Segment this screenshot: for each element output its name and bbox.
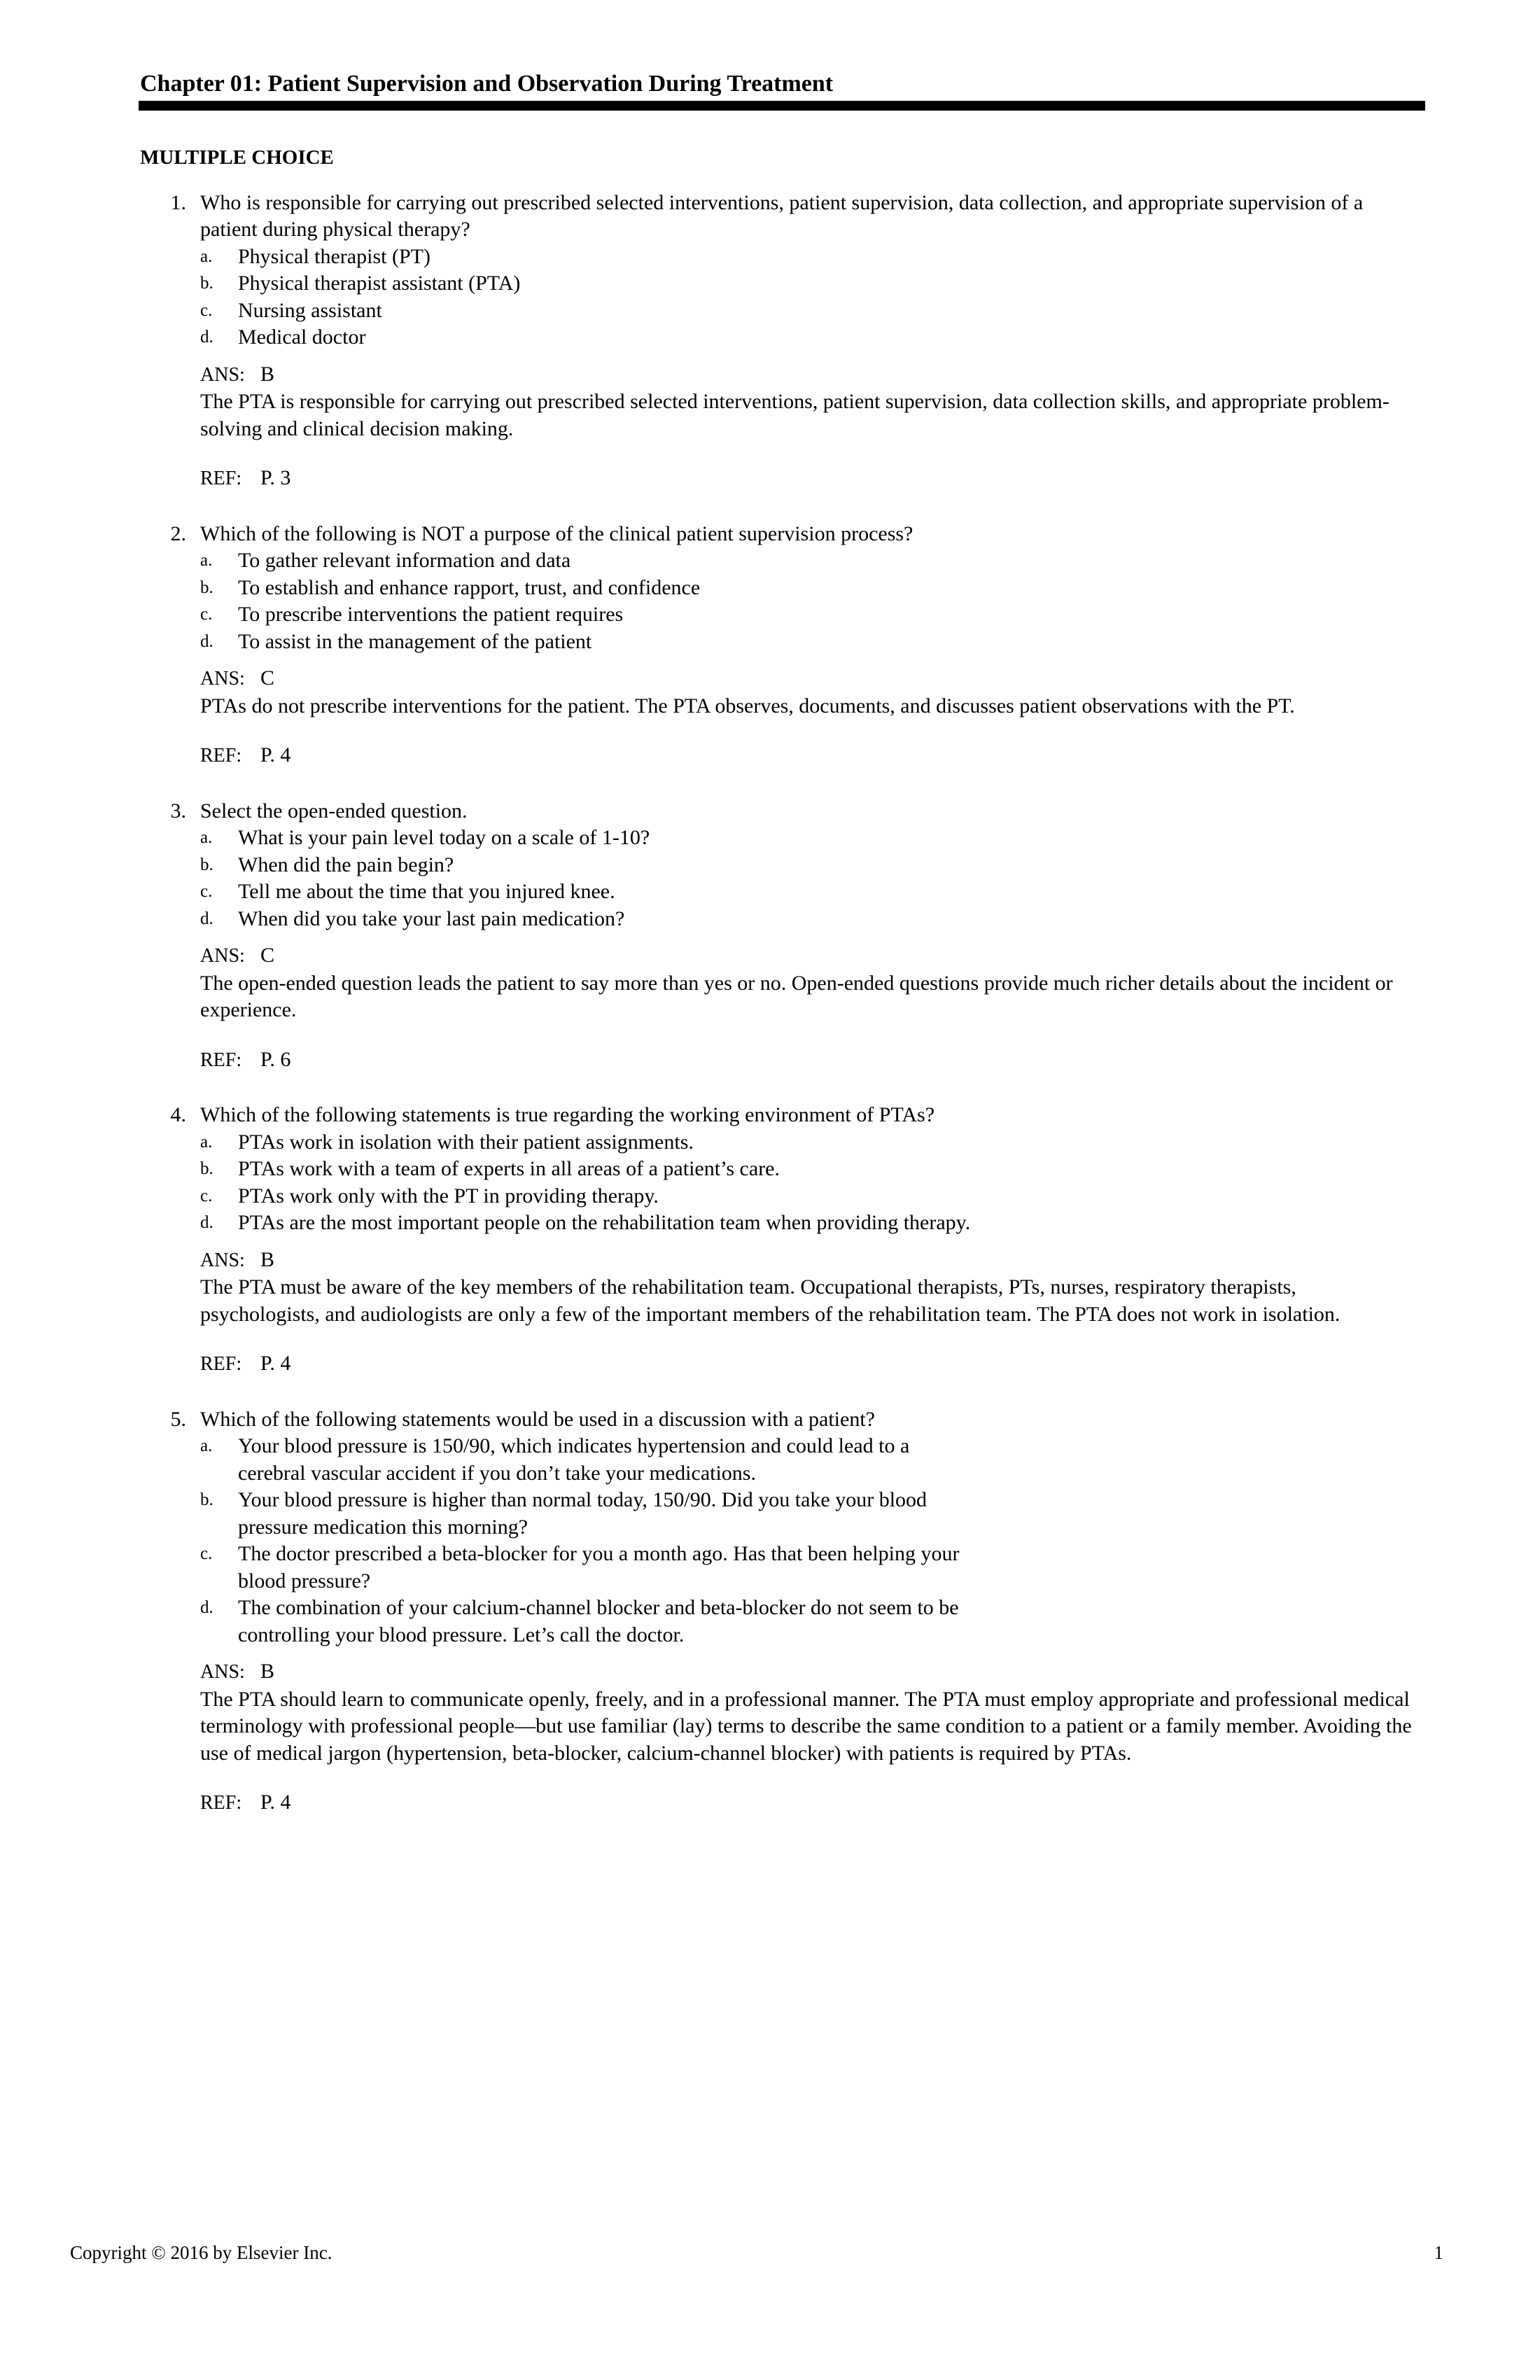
option-text: Medical doctor (238, 326, 366, 349)
question-text: Who is responsible for carrying out prescribed selected interventions, patient supervision, data collection, and appropriate supervision of a patient during physical therapy? (200, 190, 1364, 241)
answer-line (200, 942, 1420, 970)
question-1 (139, 190, 1420, 493)
option-text: To establish and enhance rapport, trust, and confidence (238, 575, 701, 599)
reference-line (200, 465, 1420, 493)
option-letter: c. (200, 300, 213, 320)
reference-line (200, 742, 1420, 770)
answer-options (139, 1433, 1420, 1648)
option-c (200, 1183, 1420, 1210)
option-letter: c. (200, 1186, 213, 1205)
reference-line (200, 1789, 1420, 1817)
option-text: When did the pain begin? (238, 853, 454, 876)
question-2 (139, 521, 1420, 770)
option-d (200, 629, 1420, 656)
answer-value: B (260, 1660, 275, 1683)
rationale: The open-ended question leads the patient to say more than yes or no. Open-ended questions provide much richer details about the incident or experience. (200, 971, 1393, 1021)
page-number: 1 (1434, 2242, 1443, 2263)
option-d (200, 324, 1420, 351)
header-rule (139, 101, 1425, 111)
reference-value: P. 6 (260, 1047, 291, 1071)
option-d (200, 1595, 1420, 1648)
answer-options (139, 244, 1420, 351)
answer-line (200, 1658, 1420, 1686)
option-text: PTAs work with a team of experts in all areas of a patient’s care. (238, 1157, 780, 1180)
option-letter: c. (200, 882, 213, 901)
question-stem (139, 1102, 1420, 1129)
copyright-notice: Copyright © 2016 by Elsevier Inc. (70, 2242, 332, 2263)
answer-block (139, 361, 1420, 493)
rationale: PTAs do not prescribe interventions for the patient. The PTA observes, documents, and discusses patient observations with the PT. (200, 694, 1295, 718)
option-d (200, 1210, 1420, 1237)
option-letter: c. (200, 1544, 213, 1563)
question-number: 2. (170, 522, 186, 545)
answer-line (200, 665, 1420, 693)
option-a (200, 1433, 1420, 1487)
answer-options (139, 547, 1420, 655)
reference-label: REF: (200, 745, 242, 766)
answer-options (139, 1129, 1420, 1237)
option-letter: b. (200, 578, 214, 597)
option-c (200, 878, 1420, 906)
option-c (200, 1541, 1420, 1595)
reference-label: REF: (200, 1792, 242, 1814)
answer-value: B (260, 362, 275, 386)
question-4 (139, 1102, 1420, 1378)
option-letter: a. (200, 551, 213, 570)
option-text: Physical therapist assistant (PTA) (238, 272, 521, 295)
option-letter: a. (200, 1132, 213, 1152)
question-number: 3. (170, 799, 186, 822)
option-letter: b. (200, 855, 214, 874)
chapter-title: Chapter 01: Patient Supervision and Observation During Treatment (140, 71, 834, 97)
reference-label: REF: (200, 1049, 242, 1071)
option-text: To assist in the management of the patient (238, 629, 592, 653)
answer-label: ANS: (200, 1249, 245, 1271)
option-c (200, 601, 1420, 629)
option-a (200, 244, 1420, 271)
answer-line (200, 361, 1420, 389)
option-b (200, 1487, 1420, 1541)
option-text: Physical therapist (PT) (238, 244, 430, 268)
option-d (200, 906, 1420, 933)
option-letter: d. (200, 1598, 214, 1617)
answer-line (200, 1247, 1420, 1275)
answer-block (139, 1658, 1420, 1817)
option-text: To prescribe interventions the patient requires (238, 603, 624, 626)
page-header (139, 67, 1425, 111)
question-stem (139, 798, 1420, 825)
answer-value: C (260, 944, 275, 967)
option-text: When did you take your last pain medication? (238, 906, 625, 930)
question-stem (139, 1406, 1420, 1434)
question-text: Select the open-ended question. (200, 799, 468, 822)
question-text: Which of the following is NOT a purpose of the clinical patient supervision process? (200, 522, 913, 545)
question-number: 1. (170, 190, 186, 214)
answer-value: B (260, 1247, 275, 1271)
reference-value: P. 4 (260, 1791, 291, 1814)
option-text: Your blood pressure is higher than normal today, 150/90. Did you take your blood pressure medication this morning? (238, 1488, 927, 1539)
answer-block (139, 665, 1420, 770)
section-label: MULTIPLE CHOICE (140, 146, 334, 169)
option-text: What is your pain level today on a scale of 1-10? (238, 826, 650, 849)
reference-line (200, 1350, 1420, 1378)
option-letter: c. (200, 605, 213, 624)
answer-value: C (260, 666, 275, 690)
reference-value: P. 4 (260, 1352, 291, 1375)
option-letter: a. (200, 246, 213, 266)
option-a (200, 547, 1420, 575)
reference-label: REF: (200, 468, 242, 489)
answer-block (139, 942, 1420, 1074)
answer-label: ANS: (200, 945, 245, 967)
rationale: The PTA is responsible for carrying out prescribed selected interventions, patient supervision, data collection skills, and appropriate problem-solving and clinical decision making. (200, 390, 1390, 440)
option-text: PTAs are the most important people on the rehabilitation team when providing therapy. (238, 1211, 971, 1234)
option-text: PTAs work in isolation with their patient assignments. (238, 1130, 694, 1154)
reference-value: P. 3 (260, 466, 291, 489)
reference-value: P. 4 (260, 743, 291, 766)
reference-line (200, 1046, 1420, 1074)
option-letter: d. (200, 631, 214, 651)
rationale: The PTA should learn to communicate openly, freely, and in a professional manner. The PTA must employ appropriate and professional medical terminology with professional people—but use familiar (lay) terms to describe the same condition to a patient or a family member. Avoiding the use of medical jargon (hypertension, beta-blocker, calcium-channel blocker) with patients is required by PTAs. (200, 1687, 1412, 1765)
question-text: Which of the following statements is true regarding the working environment of PTAs? (200, 1103, 935, 1126)
option-c (200, 298, 1420, 325)
option-b (200, 1156, 1420, 1183)
rationale: The PTA must be aware of the key members of the rehabilitation team. Occupational therapists, PTs, nurses, respiratory therapists, psychologists, and audiologists are only a few of the important members of the rehabilitation team. The PTA does not work in isolation. (200, 1275, 1340, 1326)
option-text: PTAs work only with the PT in providing therapy. (238, 1184, 659, 1208)
option-text: The doctor prescribed a beta-blocker for you a month ago. Has that been helping your blood pressure? (238, 1542, 960, 1592)
option-letter: a. (200, 828, 213, 847)
document-body (139, 144, 1420, 1845)
option-letter: d. (200, 1213, 214, 1232)
question-5 (139, 1406, 1420, 1817)
option-letter: b. (200, 1159, 214, 1178)
option-text: Nursing assistant (238, 298, 382, 322)
option-letter: b. (200, 274, 214, 293)
answer-block (139, 1247, 1420, 1378)
option-text: Your blood pressure is 150/90, which indicates hypertension and could lead to a cerebral vascular accident if you don’t take your medications. (238, 1434, 910, 1485)
option-letter: d. (200, 909, 214, 928)
question-stem (139, 521, 1420, 548)
option-b (200, 852, 1420, 879)
answer-label: ANS: (200, 1661, 245, 1683)
question-number: 5. (170, 1407, 186, 1431)
option-a (200, 1129, 1420, 1156)
option-b (200, 270, 1420, 298)
answer-label: ANS: (200, 363, 245, 386)
option-b (200, 575, 1420, 602)
question-number: 4. (170, 1103, 186, 1126)
option-letter: b. (200, 1490, 214, 1509)
option-letter: d. (200, 328, 214, 346)
option-a (200, 825, 1420, 852)
reference-label: REF: (200, 1353, 242, 1375)
question-stem (139, 190, 1420, 244)
option-text: Tell me about the time that you injured knee. (238, 880, 615, 903)
question-text: Which of the following statements would be used in a discussion with a patient? (200, 1407, 875, 1431)
page-footer (70, 2242, 1443, 2264)
option-letter: a. (200, 1436, 213, 1455)
option-text: To gather relevant information and data (238, 549, 571, 572)
answer-label: ANS: (200, 668, 245, 690)
option-text: The combination of your calcium-channel blocker and beta-blocker do not seem to be controlling your blood pressure. Let’s call the doctor. (238, 1596, 959, 1646)
answer-options (139, 825, 1420, 932)
question-3 (139, 798, 1420, 1074)
